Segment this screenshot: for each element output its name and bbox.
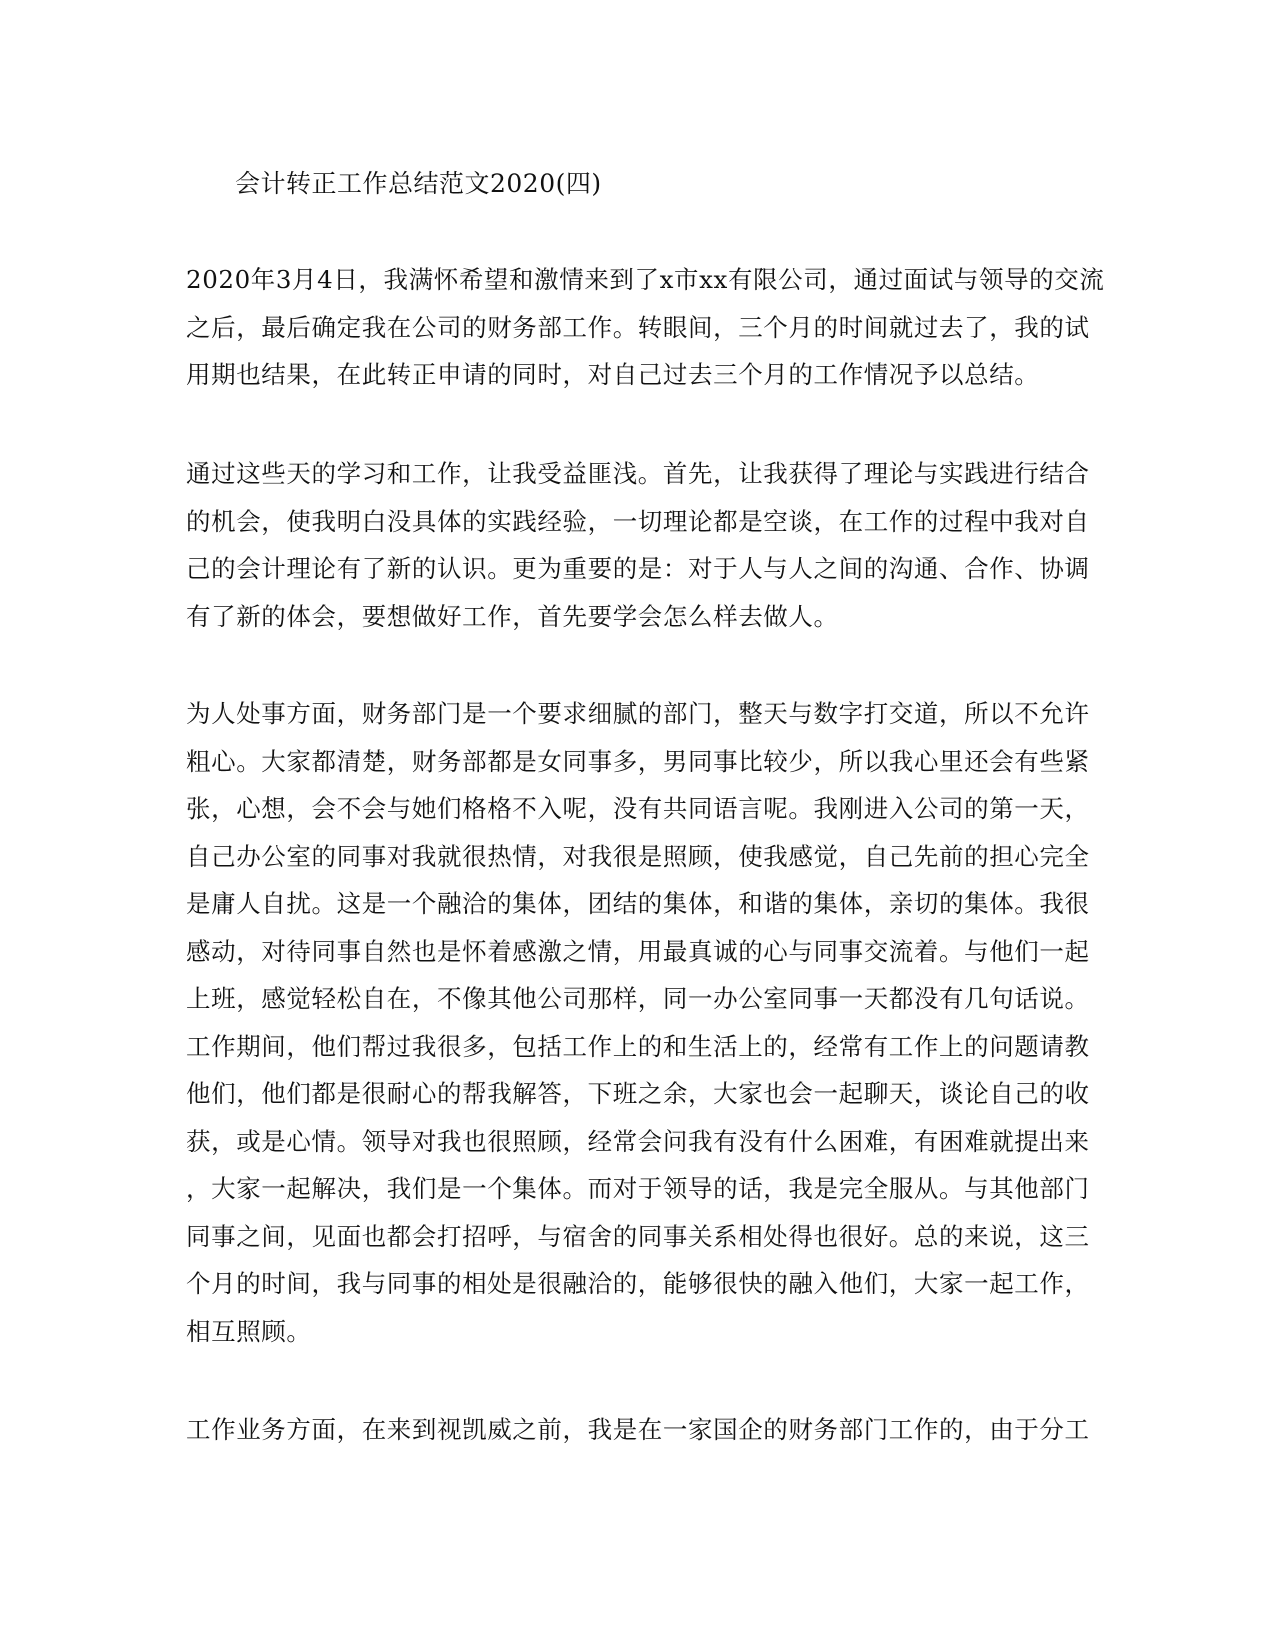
paragraph-line: 同事之间，见面也都会打招呼，与宿舍的同事关系相处得也很好。总的来说，这三 bbox=[186, 1221, 1090, 1251]
paragraph-line: 感动，对待同事自然也是怀着感激之情，用最真诚的心与同事交流着。与他们一起 bbox=[186, 936, 1090, 966]
paragraph-line: 有了新的体会，要想做好工作，首先要学会怎么样去做人。 bbox=[186, 601, 839, 631]
paragraph-2 bbox=[186, 450, 1090, 640]
document-title: 会计转正工作总结范文2020(四) bbox=[235, 169, 602, 198]
paragraph-line: 之后，最后确定我在公司的财务部工作。转眼间，三个月的时间就过去了，我的试 bbox=[186, 312, 1090, 342]
paragraph-1 bbox=[186, 256, 1105, 399]
paragraph-line: 他们，他们都是很耐心的帮我解答，下班之余，大家也会一起聊天，谈论自己的收 bbox=[186, 1079, 1090, 1108]
paragraph-3 bbox=[186, 690, 1090, 1355]
paragraph-line: 上班，感觉轻松自在，不像其他公司那样，同一办公室同事一天都没有几句话说。 bbox=[186, 984, 1090, 1013]
paragraph-line: ，大家一起解决，我们是一个集体。而对于领导的话，我是完全服从。与其他部门 bbox=[186, 1174, 1090, 1203]
paragraph-line: 个月的时间，我与同事的相处是很融洽的，能够很快的融入他们，大家一起工作， bbox=[186, 1269, 1090, 1298]
paragraph-line: 张，心想，会不会与她们格格不入呢，没有共同语言呢。我刚进入公司的第一天， bbox=[186, 794, 1090, 823]
paragraph-4 bbox=[186, 1406, 1090, 1454]
paragraph-line: 粗心。大家都清楚，财务部都是女同事多，男同事比较少，所以我心里还会有些紧 bbox=[186, 746, 1090, 776]
paragraph-line: 相互照顾。 bbox=[186, 1316, 312, 1346]
paragraph-line: 为人处事方面，财务部门是一个要求细腻的部门，整天与数字打交道，所以不允许 bbox=[186, 699, 1090, 728]
paragraph-line: 是庸人自扰。这是一个融洽的集体，团结的集体，和谐的集体，亲切的集体。我很 bbox=[186, 889, 1090, 918]
paragraph-line: 通过这些天的学习和工作，让我受益匪浅。首先，让我获得了理论与实践进行结合 bbox=[186, 459, 1090, 488]
paragraph-line: 获，或是心情。领导对我也很照顾，经常会问我有没有什么困难，有困难就提出来 bbox=[186, 1126, 1090, 1156]
paragraph-line: 用期也结果，在此转正申请的同时，对自己过去三个月的工作情况予以总结。 bbox=[186, 360, 1040, 389]
paragraph-line: 工作业务方面，在来到视凯威之前，我是在一家国企的财务部门工作的，由于分工 bbox=[186, 1415, 1090, 1444]
paragraph-line: 2020年3月4日，我满怀希望和激情来到了x市xx有限公司，通过面试与领导的交流 bbox=[186, 265, 1105, 294]
paragraph-line: 自己办公室的同事对我就很热情，对我很是照顾，使我感觉，自己先前的担心完全 bbox=[186, 841, 1090, 871]
paragraph-line: 工作期间，他们帮过我很多，包括工作上的和生活上的，经常有工作上的问题请教 bbox=[186, 1031, 1090, 1061]
paragraph-line: 己的会计理论有了新的认识。更为重要的是：对于人与人之间的沟通、合作、协调 bbox=[186, 554, 1090, 583]
paragraph-line: 的机会，使我明白没具体的实践经验，一切理论都是空谈，在工作的过程中我对自 bbox=[186, 506, 1090, 536]
